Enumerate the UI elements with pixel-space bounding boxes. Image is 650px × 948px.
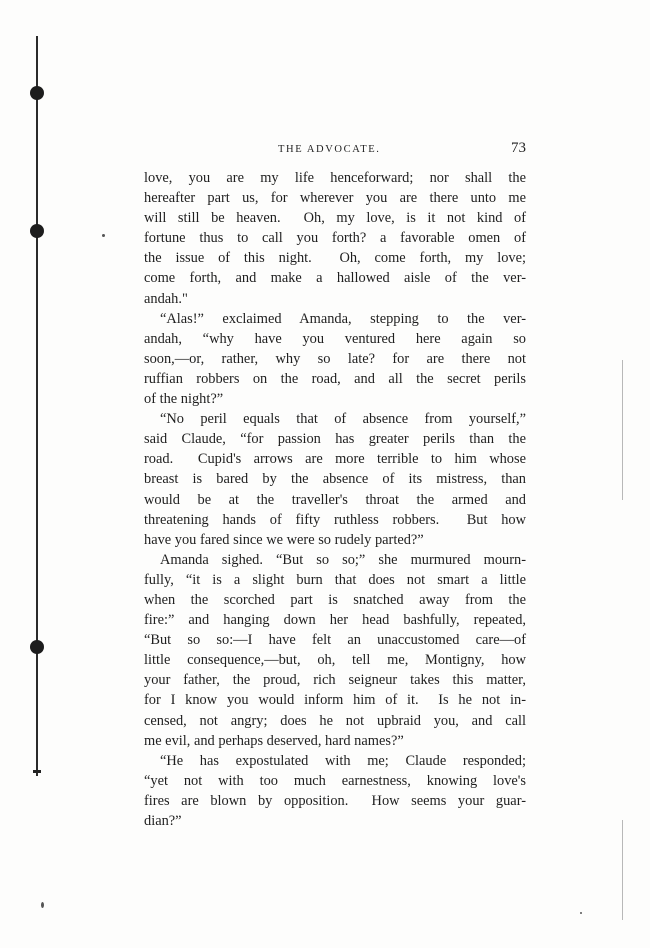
running-head [144, 142, 526, 160]
binding-mark-middle [30, 640, 44, 654]
binding-rule [36, 36, 38, 776]
text-line: fortune thus to call you forth? a favorable omen of [144, 230, 526, 247]
page-edge-shadow [622, 360, 623, 500]
text-line: fires are blown by opposition. How seems your guar- [144, 792, 526, 809]
text-line: have you fared since we were so rudely parted?” [144, 531, 424, 548]
text-line: when the scorched part is snatched away from the [144, 591, 526, 608]
text-line: “Alas!” exclaimed Amanda, stepping to the ver- [160, 310, 526, 327]
body-text [144, 168, 526, 831]
text-line: threatening hands of fifty ruthless robbers. But how [144, 511, 526, 528]
text-line: andah, “why have you ventured here again so [144, 330, 526, 347]
text-line: would be at the traveller's throat the armed and [144, 491, 526, 508]
text-line: for I know you would inform him of it. Is he not in- [144, 692, 526, 709]
text-line: “yet not with too much earnestness, knowing love's [144, 772, 526, 789]
text-line: hereafter part us, for wherever you are there unto me [144, 190, 526, 207]
text-line: road. Cupid's arrows are more terrible to him whose [144, 451, 526, 468]
text-line: “He has expostulated with me; Claude responded; [160, 752, 526, 769]
binding-mark-upper [30, 224, 44, 238]
ink-speck [102, 234, 105, 237]
text-line: soon,—or, rather, why so late? for are there not [144, 350, 526, 367]
text-line: “No peril equals that of absence from yourself,” [160, 411, 526, 428]
paragraph [144, 309, 526, 409]
binding-mark-top [30, 86, 44, 100]
text-line: the issue of this night. Oh, come forth, my love; [144, 250, 526, 267]
paragraph [144, 550, 526, 751]
text-line: said Claude, “for passion has greater perils than the [144, 431, 526, 448]
text-line: dian?” [144, 813, 182, 829]
text-line: your father, the proud, rich seigneur takes this matter, [144, 672, 526, 689]
paragraph [144, 168, 526, 309]
ink-speck [41, 902, 44, 908]
text-line: fully, “it is a slight burn that does not smart a little [144, 571, 526, 588]
ink-speck [580, 912, 582, 914]
text-line: little consequence,—but, oh, tell me, Montigny, how [144, 652, 526, 669]
text-line: “But so so:—I have felt an unaccustomed care—of [144, 632, 526, 649]
running-title: THE ADVOCATE. [278, 144, 381, 155]
text-line: breast is bared by the absence of its mistress, than [144, 471, 526, 488]
paragraph [144, 409, 526, 550]
text-line: ruffian robbers on the road, and all the secret perils [144, 370, 526, 387]
binding-mark-bottom [33, 770, 41, 773]
page-number: 73 [511, 140, 526, 156]
text-line: of the night?” [144, 391, 224, 408]
text-line: censed, not angry; does he not upbraid you, and call [144, 712, 526, 729]
text-line: me evil, and perhaps deserved, hard names?” [144, 732, 404, 749]
text-line: Amanda sighed. “But so so;” she murmured mourn- [160, 551, 526, 568]
text-line: andah." [144, 290, 188, 307]
text-line: come forth, and make a hallowed aisle of the ver- [144, 270, 526, 287]
text-line: love, you are my life henceforward; nor shall the [144, 170, 526, 186]
page-edge-shadow [622, 820, 623, 920]
text-line: will still be heaven. Oh, my love, is it not kind of [144, 210, 526, 227]
paragraph [144, 751, 526, 831]
text-line: fire:” and hanging down her head bashfully, repeated, [144, 612, 526, 629]
